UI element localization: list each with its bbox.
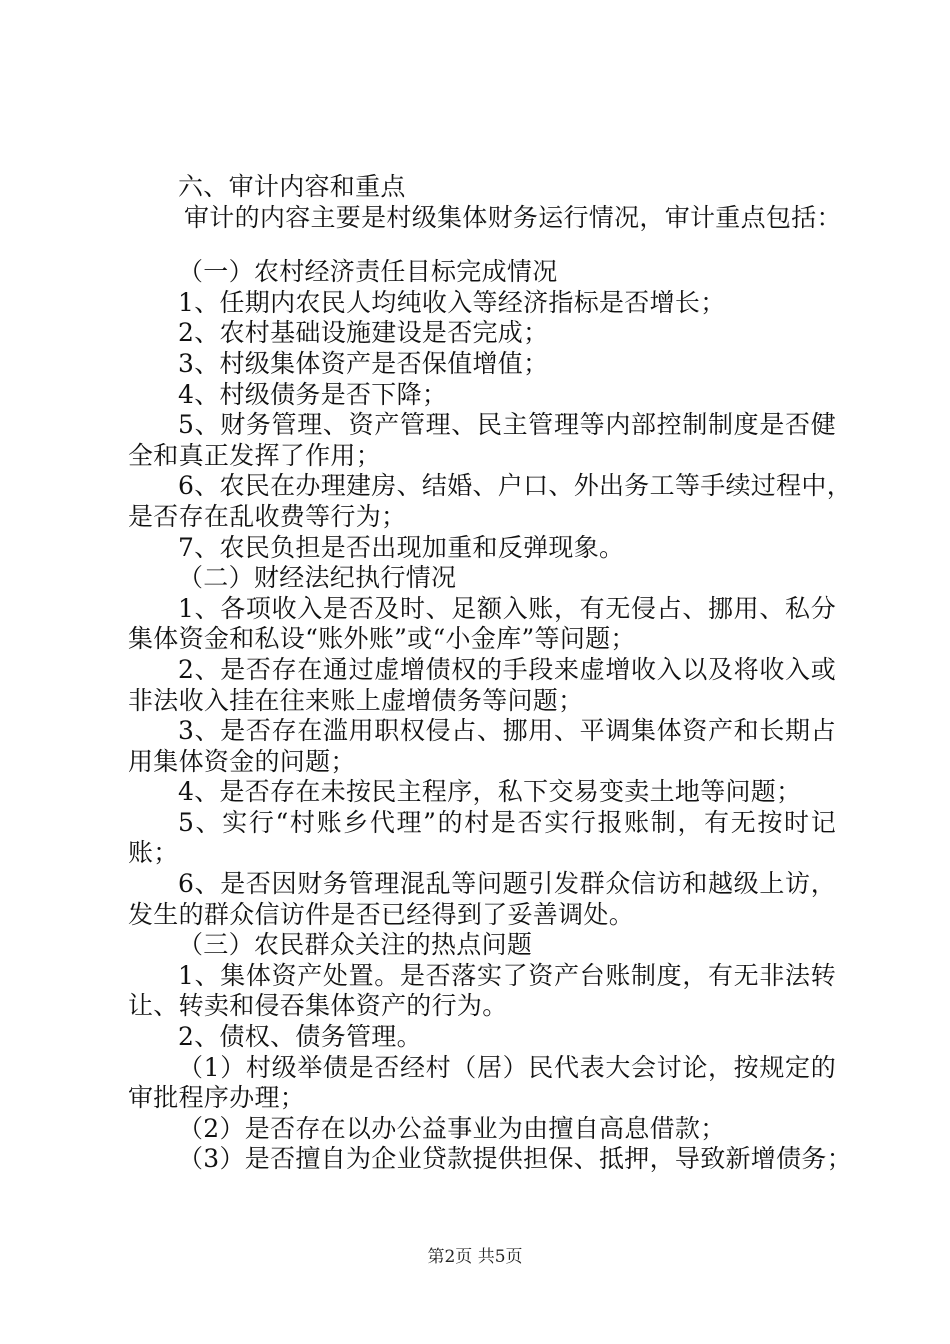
list-item: 3、村级集体资产是否保值增值； bbox=[178, 348, 549, 378]
list-item-continuation: 是否存在乱收费等行为； bbox=[128, 501, 407, 531]
list-item-continuation: 全和真正发挥了作用； bbox=[128, 440, 382, 470]
list-item: 1、各项收入是否及时、足额入账，有无侵占、挪用、私分 bbox=[178, 593, 836, 623]
list-item: 2、农村基础设施建设是否完成； bbox=[178, 318, 549, 348]
list-item-continuation: 用集体资金的问题； bbox=[128, 746, 356, 776]
list-item: 6、是否因财务管理混乱等问题引发群众信访和越级上访， bbox=[178, 869, 836, 899]
list-item: 5、实行“村账乡代理”的村是否实行报账制，有无按时记 bbox=[178, 807, 836, 837]
list-item: 4、村级债务是否下降； bbox=[178, 379, 448, 409]
list-item: 1、集体资产处置。是否落实了资产台账制度，有无非法转 bbox=[178, 960, 836, 990]
list-item: 6、农民在办理建房、结婚、户口、外出务工等手续过程中， bbox=[178, 471, 853, 501]
paragraph-gap bbox=[128, 233, 836, 257]
list-item: （1）村级举债是否经村（居）民代表大会讨论，按规定的 bbox=[178, 1052, 836, 1082]
list-item-continuation: 非法收入挂在往来账上虚增债务等问题； bbox=[128, 685, 584, 715]
list-item: 5、财务管理、资产管理、民主管理等内部控制制度是否健 bbox=[178, 410, 836, 440]
list-item: 4、是否存在未按民主程序，私下交易变卖土地等问题； bbox=[178, 777, 802, 807]
list-item-continuation: 账； bbox=[128, 838, 179, 868]
list-item-continuation: 审批程序办理； bbox=[128, 1083, 306, 1113]
list-item: 1、任期内农民人均纯收入等经济指标是否增长； bbox=[178, 287, 726, 317]
subsection-heading: （二）财经法纪执行情况 bbox=[178, 563, 457, 593]
list-item: （2）是否存在以办公益事业为由擅自高息借款； bbox=[178, 1113, 726, 1143]
page-number-footer: 第2页 共5页 bbox=[427, 1247, 523, 1267]
subsection-heading: （三）农民群众关注的热点问题 bbox=[178, 930, 533, 960]
list-item-continuation: 集体资金和私设“账外账”或“小金库”等问题； bbox=[128, 624, 636, 654]
list-item-continuation: 让、转卖和侵吞集体资产的行为。 bbox=[128, 991, 508, 1021]
section-heading: 六、审计内容和重点 bbox=[178, 172, 406, 201]
document-body bbox=[128, 172, 853, 1175]
list-item: 7、农民负担是否出现加重和反弹现象。 bbox=[178, 532, 625, 562]
list-item: 2、债权、债务管理。 bbox=[178, 1022, 422, 1052]
paragraph-line: 审计的内容主要是村级集体财务运行情况，审计重点包括： bbox=[184, 202, 842, 232]
list-item: 3、是否存在滥用职权侵占、挪用、平调集体资产和长期占 bbox=[178, 716, 836, 746]
list-item: 2、是否存在通过虚增债权的手段来虚增收入以及将收入或 bbox=[178, 654, 836, 684]
subsection-heading: （一）农村经济责任目标完成情况 bbox=[178, 257, 558, 287]
list-item: （3）是否擅自为企业贷款提供担保、抵押，导致新增债务； bbox=[178, 1144, 853, 1174]
list-item-continuation: 发生的群众信访件是否已经得到了妥善调处。 bbox=[128, 899, 635, 929]
